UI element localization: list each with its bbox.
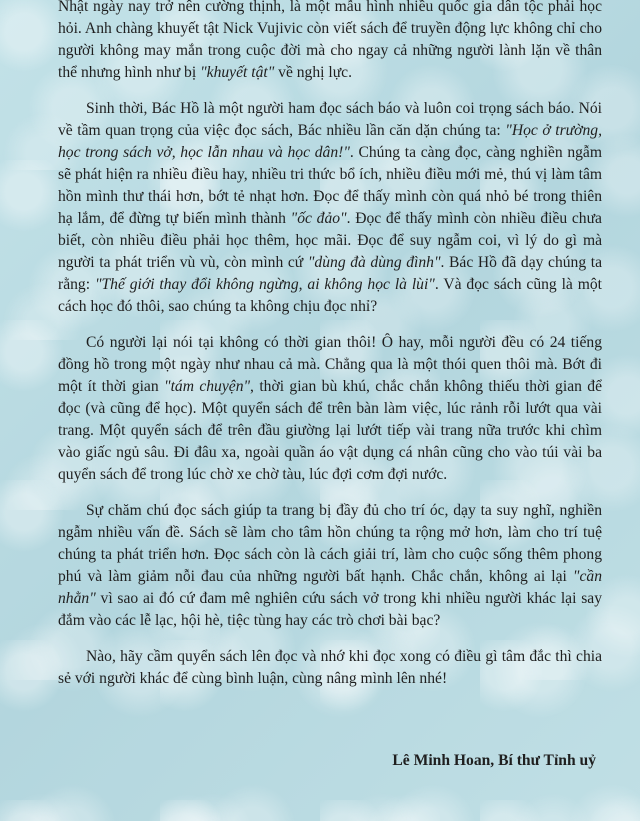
text-segment: Nào, hãy cầm quyển sách lên đọc và nhớ khi đọc xong có điều gì tâm đắc thì chia sẻ với người khác để cùng bình luận, cùng nâng mình lên nhé!	[58, 648, 602, 687]
italic-quote: "tám chuyện"	[164, 378, 251, 395]
paragraph-4	[58, 500, 602, 632]
signature: Lê Minh Hoan, Bí thư Tỉnh uỷ	[392, 752, 596, 769]
text-segment: về nghị lực.	[274, 64, 352, 81]
italic-quote: "Học ở trường, học trong sách vở, học lẫn nhau và học dân!"	[58, 122, 602, 161]
italic-quote: "ốc đảo"	[290, 210, 347, 227]
paragraph-3	[58, 332, 602, 486]
text-segment: . Bác Hồ đã dạy chúng ta rằng:	[58, 254, 603, 293]
paragraph-5	[58, 646, 602, 690]
paragraph-2	[58, 98, 602, 318]
text-segment: Sự chăm chú đọc sách giúp ta trang bị đầy đủ cho trí óc, dạy ta suy nghĩ, nghiền ngẫm nhiều vấn đề. Sách sẽ làm cho tâm hồn chúng ta rộng mở hơn, làm cho trí tuệ chúng ta phát triển hơn. Đọc sách còn là cách giải trí, làm cho cuộc sống thêm phong phú và làm giảm nỗi đau của những người bất hạnh. Chắc chắn, không ai lại	[58, 502, 602, 585]
text-segment: vì sao ai đó cứ đam mê nghiên cứu sách vở trong khi nhiều người khác lại say đắm vào các lễ lạc, hội hè, tiệc tùng hay các trò chơi bài bạc?	[58, 590, 602, 629]
text-segment: Có người lại nói tại không có thời gian thôi! Ô hay, mỗi người đều có 24 tiếng đồng hồ trong một ngày như nhau cả mà. Chẳng qua là một thói quen thôi mà. Bớt đi một ít thời gian	[58, 334, 602, 395]
text-segment: . Và đọc sách cũng là một cách học đó thôi, sao chúng ta không chịu đọc nhỉ?	[58, 276, 602, 315]
text-segment: Nhật ngày nay trở nên cường thịnh, là một mẫu hình nhiều quốc gia dân tộc phải học hỏi. Anh chàng khuyết tật Nick Vujivic còn viết sách để truyền động lực không chỉ cho người không may mắn trong cuộc đời mà cho ngay cả những người lành lặn về thân thể nhưng hình như bị	[58, 0, 602, 81]
text-segment: , thời gian bù khú, chắc chắn không thiếu thời gian để đọc (và cũng để học). Một quyển sách để trên bàn làm việc, lúc rảnh rỗi lướt qua vài trang. Một quyển sách để trên đầu giường lại lướt tiếp vài trang nữa trước khi chìm vào giấc ngủ sâu. Đi đâu xa, ngoài quần áo vật dụng cá nhân cũng cho vào túi vài ba quyển sách để trong lúc chờ xe chờ tàu, lúc đợi cơm đợi nước.	[58, 378, 603, 483]
text-segment: Sinh thời, Bác Hồ là một người ham đọc sách báo và luôn coi trọng sách báo. Nói về tầm quan trọng của việc đọc sách, Bác nhiều lần căn dặn chúng ta:	[58, 100, 602, 139]
italic-quote: "khuyết tật"	[200, 64, 275, 81]
italic-quote: "Thế giới thay đổi không ngừng, ai không học là lùi"	[94, 276, 435, 293]
text-segment: . Chúng ta càng đọc, càng nghiền ngẫm sẽ phát hiện ra nhiều điều hay, nhiều tri thức bổ ích, nhiều điều mới mẻ, thú vị làm tâm hồn mình thư thái hơn, bớt tẻ nhạt hơn. Đọc để thấy mình còn quá nhỏ bé trong thiên hạ lắm, để đừng tự biến mình thành	[58, 144, 602, 227]
italic-quote: "cần nhằn"	[58, 568, 602, 607]
italic-quote: "dùng đà dùng đình"	[307, 254, 441, 271]
text-segment: . Đọc để thấy mình còn nhiều điều chưa biết, còn nhiều điều phải học thêm, học mãi. Đọc để suy ngẫm coi, vì lý do gì mà người ta phát triển vù vù, còn mình cứ	[58, 210, 602, 271]
paragraph-1	[58, 0, 602, 84]
